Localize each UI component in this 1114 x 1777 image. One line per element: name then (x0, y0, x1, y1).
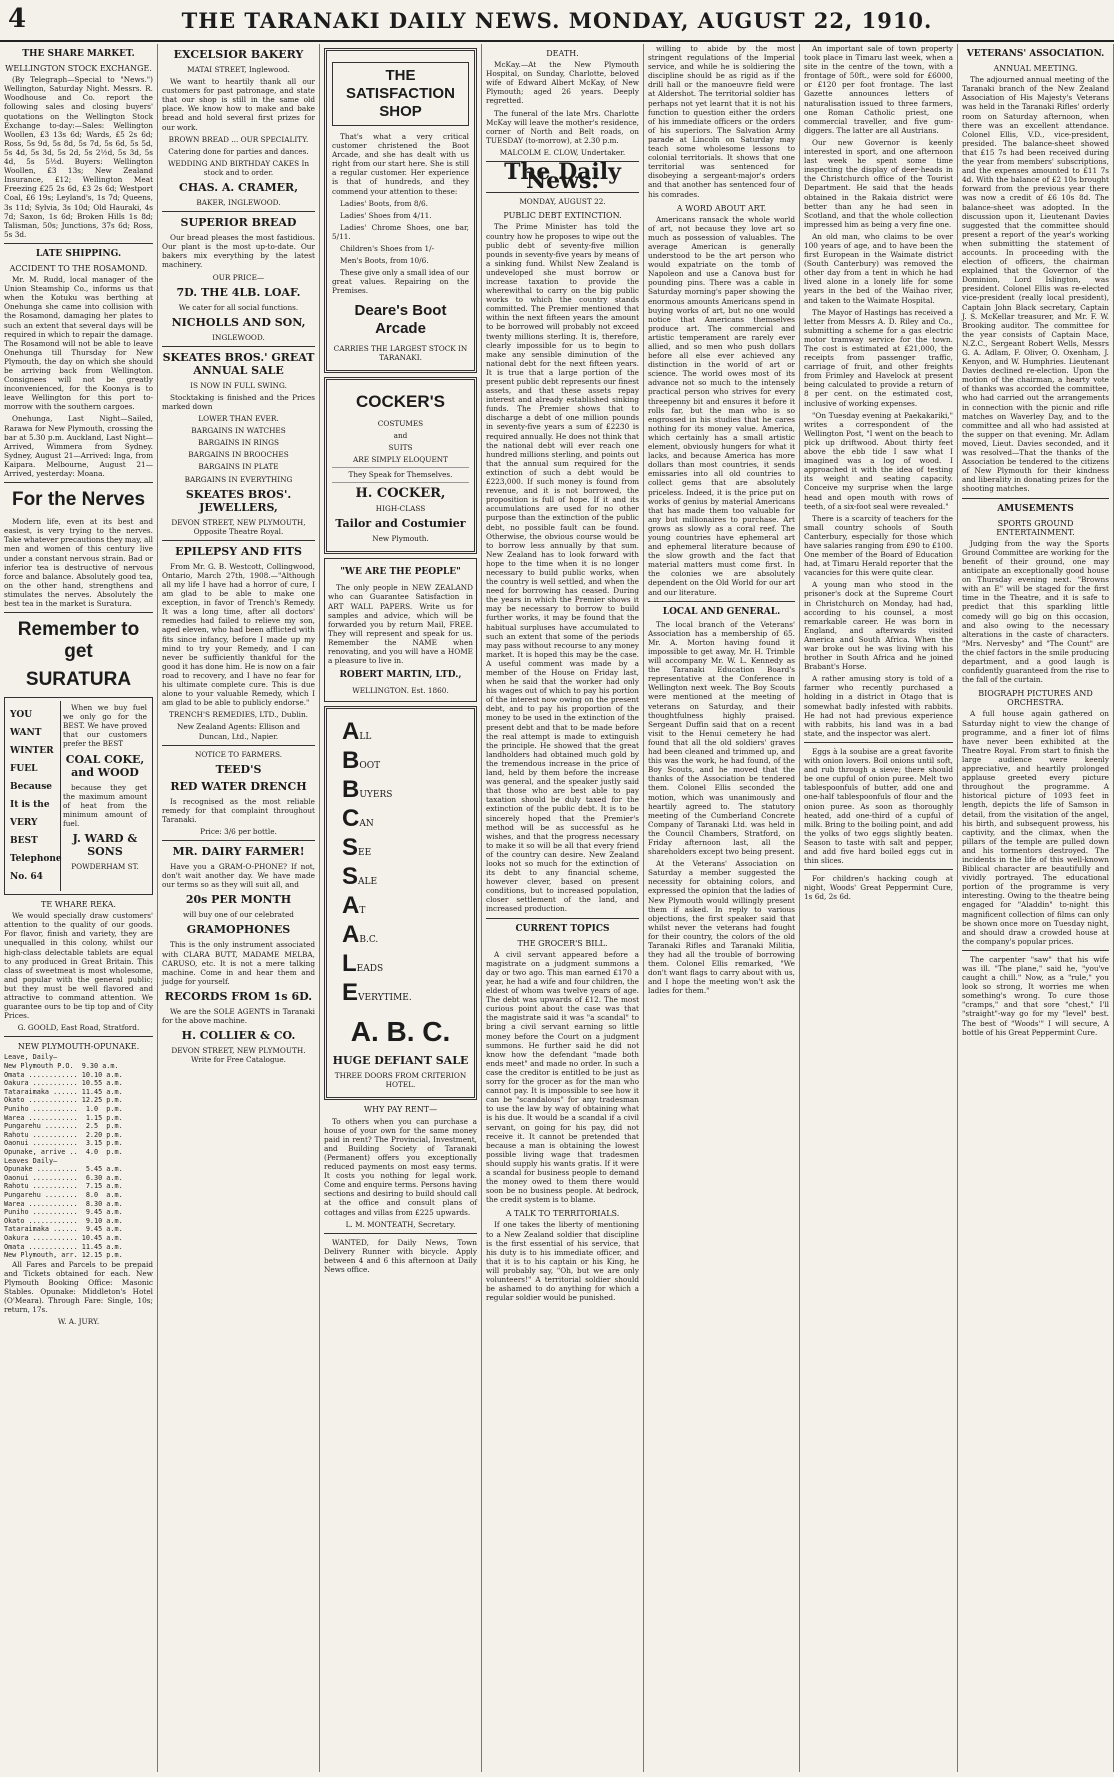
cocker-line: SUITS (388, 442, 413, 452)
dairy-price: 20s PER MONTH (185, 893, 292, 907)
brown-bread: BROWN BREAD ... OUR SPECIALITY. (168, 134, 309, 144)
territorial-text: willing to abide by the most stringent regulations of the Imperial service, and while he is soldiering the discipline should be as rigid as if the drill hall or the manoeuvre field were at Aldershot. The territorial soldier has perhaps not yet learnt that it is not his function to question either the orders of his immediate officers or the orders of his superiors. The Salvation Army parade at Lincoln on Saturday may teach some wholesome lessons to colonial territorials. It shows that one territorial was sentenced for disobeying a sergeant-major's orders and that another has sentenced four of his comrades. (648, 44, 795, 199)
skeates-lower: LOWER THAN EVER. (198, 414, 279, 424)
abc-line: ALL (342, 718, 372, 746)
ward-word: Telephone (10, 854, 62, 865)
collier-name: H. COLLIER & CO. (181, 1029, 296, 1043)
nicholls-sub: INGLEWOOD. (212, 332, 265, 342)
cocker-sub: HIGH-CLASS (375, 504, 426, 514)
divider (162, 540, 315, 541)
epilepsy-agents: New Zealand Agents: Ellison and Duncan, Ltd., Napier. (177, 722, 300, 741)
talk-text: If one takes the liberty of mentioning to a New Zealand soldier that discipline is the first essential of his service, that his duty is to his immediate officer, and that it is to his captain or his King, he will probably say, "Oh, but we are only volunteers!" A territorial soldier should be ashamed to do anything for which a regular soldier would be punished. (486, 1220, 639, 1303)
ward-address: POWDERHAM ST. (71, 862, 139, 871)
ward-text: When we buy fuel we only go for the BEST. We have proved that our customers prefer the BEST (63, 703, 147, 749)
bargain-line: BARGAINS IN PLATE (198, 462, 279, 472)
abc-big: A. B. C. (350, 1016, 451, 1048)
divider (324, 1233, 477, 1234)
ward-word: WINTER (10, 746, 54, 757)
bargain-line: BARGAINS IN RINGS (198, 438, 279, 448)
boot-price: Children's Shoes from 1/- (340, 244, 435, 254)
divider (804, 742, 953, 743)
sports-text: Judging from the way the Sports Ground Committee are working for the benefit of their ground, one may anticipate an exceptionally good house on Thursday evening next. "Browns with an E" will be staged for the first time in the Theatre, and it is safe to predict that this sparkling little comedy will go big on this occasion, and also owing to the necessary alterations in the caste of characters. "Mrs. Nervesby" and "The Count" are the chief factors in the smile producing department, and a good laugh is confidently guaranteed from the rise to the fall of the curtain. (962, 538, 1109, 685)
shipping-subheading: ACCIDENT TO THE ROSAMOND. (9, 263, 148, 273)
divider (332, 482, 469, 483)
amusements-heading: AMUSEMENTS (997, 503, 1074, 514)
skeates-heading: SKEATES BROS.' GREAT ANNUAL SALE (162, 350, 315, 377)
bargain-line: BARGAINS IN WATCHES (191, 426, 286, 436)
epilepsy-text: From Mr. G. B. Westcott, Collingwood, Ontario, March 27th, 1908.—"Although all my life I have had a horror of cure, I am glad to be able to make one exception, in favor of Trench's Remedy. It was a long time, after all doctors' remedies had failed to relieve my son, aged eleven, who had been afflicted with fits since infancy, before I made up my mind to try your Remedy, and I can never be sufficiently thankful for the good it has done him. He is now on a fair road to recovery, and I have no fear for his ultimate complete cure. This is due alone to your valuable Remedy, which I am glad to be able to publicly endorse." (162, 561, 315, 708)
carpenter-verse: The carpenter "saw" that his wife was ill. "The plane," said he, "you've caught a chill." Now, as a "rule," you look so strong, It worries me when something's wrong. To cure those "cramps," and that sore "chest," I'll "straight"-way go for my "level" best. The best of "Woods'" I will secure, A bottle of his Great Peppermint Cure. (962, 954, 1109, 1037)
martin-sub: WELLINGTON. Est. 1860. (352, 686, 449, 696)
death-heading: DEATH. (546, 49, 579, 58)
dairy-text: Have you a GRAM-O-PHONE? If not, don't wait another day. We have made our terms so as they will suit all, and (162, 862, 315, 890)
ward-coal: COAL COKE, and WOOD (65, 752, 145, 779)
cocker-address: New Plymouth. (372, 534, 429, 544)
boot-price: Ladies' Shoes from 4/11. (340, 210, 432, 220)
rent-sign: L. M. MONTEATH, Secretary. (345, 1219, 456, 1229)
nicholls-name: NICHOLLS AND SON, (171, 315, 306, 329)
veterans-text: The adjourned annual meeting of the Taranaki branch of the New Zealand Association of His Majesty's Veterans was held in the Taranaki Rifles' orderly room on Saturday afternoon, when there was an excellent attendance. Colonel Ellis, V.D., vice-president, presided. The balance-sheet showed that £15 7s had been received during the year from members' subscriptions, and the expenses amounted to £11 7s 4d. With the balance of £2 10s brought forward from the previous year there was now a credit of £6 10s 8d. The balance-sheet was adopted. In the discussion upon it, Lieutenant Davies suggested that the committee should present a report of the year's working when submitting the statement of accounts. In proceeding with the election of officers, the chairman explained that the Governor of the Dominion, Lord Islington, was president. Colonel Ellis was re-elected vice-president (really local president), Captain John Black secretary, Captain J. S. McKellar treasurer, and Mr. F. W. Brooking auditor. The committee for the year consists of Captain Mace, N.Z.C., Sergeant Robert Wells, Messrs G. A. Adlam, F. Oliver, O. Oxenham, J. Kenyon, and W. Humphries. Lieutenant Davies declined re-election. Upon the motion of the chairman, a hearty vote of thanks was accorded the committee, who had carried out the arrangements in connection with the picnic and rifle matches on Waverley Day, and to the committee and all who had assisted at the supper on that evening. Mr. Adlam moved, Lieut. Davies seconded, and it was resolved—That the thanks of the Association be tendered to the citizens of New Plymouth for their kindness and liberality in donating prizes for the shooting matches. (962, 75, 1109, 494)
cocker-heading: COCKER'S (355, 391, 446, 411)
gramophones-heading: GRAMOPHONES (186, 923, 291, 937)
suratura-brand: SURATURA (25, 669, 132, 691)
local-text: The local branch of the Veterans' Association has a membership of 65. Mr. A. Morton having found it impossible to get away, Mr. H. Trimble will accompany Mr. W. L. Kennedy as the Taranaki Education Board's representative at the Conference in Wellington next week. The Boy Scouts were mentioned at the meeting of veterans on Saturday, and their thoughtfulness highly praised. Sergeant Duffin said that on a recent visit to the Henui cemetery he had found that all the old soldiers' graves had been cleaned and trimmed up, and this was the work, he had found, of the Boy Scouts, and he moved that the thanks of the Association be tendered them. Colonel Ellis seconded the motion, which was unanimously and heartily agreed to. The statutory meeting of the Cumberland Concrete Company of Taranaki Ltd. was held in the Council Chambers, Stratford, on Friday afternoon last, all the shareholders except two being present. (648, 619, 795, 857)
satisfaction-heading: THE SATISFACTION SHOP (332, 62, 469, 126)
abc-line: SALE (342, 863, 378, 891)
epilepsy-heading: EPILEPSY AND FITS (175, 544, 302, 558)
share-market-heading: THE SHARE MARKET. (22, 49, 135, 59)
veterans-colors-text: At the Veterans' Association on Saturday a member suggested the necessity for obtaining colors, and expressed the opinion that the ladies of New Plymouth would willingly present them if asked. In reply to various objections, the first speaker said that whilst never the veterans had fought for their country, the colors of the old Taranaki Rifles and Taranaki Militia, they had all the trouble of borrowing them. Colonel Ellis remarked, "We don't want flags to carry about with us, and I hope the meeting won't ask the ladies for them." (648, 859, 795, 996)
cocker-line: They Speak for Themselves. (348, 470, 453, 480)
abc-line: AT (342, 892, 366, 920)
divider (962, 498, 1109, 499)
rewa-heading: TE WHARE REKA. (41, 900, 116, 910)
abc-address: THREE DOORS FROM CRITERION HOTEL. (334, 1071, 467, 1090)
rewa-text: We would specially draw customers' attention to the quality of our goods. For flavor, finish and variety, they are unequalled in this colony, whilst our high-class delectable tablets are equal to any produced in Great Britain. This class of sweetmeat is most wholesome, and popular with the general public; but they must be well flavored and attractive to command attention. We guarantee ours to be tip top and of City Prices. (4, 911, 153, 1021)
divider (962, 950, 1109, 951)
abc-line: SEE (342, 834, 372, 862)
martin-name: ROBERT MARTIN, LTD., (339, 670, 462, 681)
cocker-line: COSTUMES (377, 418, 424, 428)
current-topics-heading: CURRENT TOPICS (515, 923, 610, 934)
shipping-heading: LATE SHIPPING. (35, 248, 122, 259)
cocker-name: H. COCKER, (355, 486, 446, 502)
news-paragraph: An old man, who claims to be over 100 years of age, and to have been the first European in the Waimate district (South Canterbury) was removed the other day from a tent in which he had lived alone in a lonely life for some years in the bed of the Waihao river, and taken to the Waimate Hospital. (804, 231, 953, 305)
people-text: The only people in NEW ZEALAND who can Guarantee Satisfaction in ART WALL PAPERS. Write us for samples and advice, which will be forwarded you by return Mail, FREE. They will represent and speak for us. Remember the NAME when renovating, and you will have a HOME a pleasure to live in. (328, 583, 473, 666)
records-price: RECORDS FROM 1s 6D. (164, 989, 313, 1003)
epilepsy-sign: TRENCH'S REMEDIES, LTD., Dublin. (169, 710, 308, 720)
biograph-text: A full house again gathered on Saturday night to view the change of programme, and a finer lot of films have never been exhibited at the Theatre Royal. From start to finish the large audience were keenly appreciative, and heartily prolonged applause greeted every picture throughout the programme. A historical picture of 1093 feet in length, depicts the life of Samson in detail, from the visitation of the angel, his birth, and subsequent prowess, his captivity, and the climax, when the pillars of the temple are pulled down and his tormentors destroyed. The incidents in the life of this well-known Biblical character are beautifully and vividly portrayed. The educational portion of the programme is very interesting. Owing to the theatre being engaged for "Aladdin" to-night this magnificent collection of films can only be shown once more on Tuesday night, and should draw a crowded house at the company's popular prices. (962, 709, 1109, 946)
news-paragraph: Our new Governor is keenly interested in sport, and one afternoon last week he spent some time inspecting the display of deer-heads in the Christchurch office of the Tourist Department. He said that the heads obtained in the Rakaia district were better than any he had seen in Scotland, and that the whole collection impressed him as being a very fine one. (804, 137, 953, 229)
teed-text: Is recognised as the most reliable remedy for that complaint throughout Taranaki. (162, 796, 315, 824)
news-paragraph: There is a scarcity of teachers for the small country schools of South Canterbury, especially for those which have salaries ranging from £90 to £100. One member of the Board of Education had, at Timaru Herald reporter that the vacancies for this were quite clear. (804, 513, 953, 578)
death-text: McKay.—At the New Plymouth Hospital, on Sunday, Charlotte, beloved wife of Edward Albert McKay, of New Plymouth; aged 26 years. Deeply regretted. (486, 60, 639, 106)
rewa-sign: G. GOOLD, East Road, Stratford. (17, 1023, 140, 1033)
bargain-line: BARGAINS IN EVERYTHING (184, 474, 293, 484)
cramer-sub: BAKER, INGLEWOOD. (196, 198, 281, 208)
skeates-text: Stocktaking is finished and the Prices marked down (162, 392, 315, 411)
ward-word: Because (10, 782, 52, 793)
people-heading: "WE ARE THE PEOPLE" (340, 567, 461, 578)
superior-bread: SUPERIOR BREAD (180, 216, 297, 230)
skeates-sub: IS NOW IN FULL SWING. (190, 380, 287, 390)
satisfaction-text: That's what a very critical customer christened the Boot Arcade, and she has dealt with us right from our start here. She is still a regular customer. Her experience is that of hundreds, and they commend your attention to these: (332, 132, 469, 196)
masthead (0, 0, 1114, 42)
local-general-heading: LOCAL AND GENERAL. (662, 606, 781, 617)
news-paragraph: A rather amusing story is told of a farmer who recently purchased a holding in a district in Otago that is somewhat badly infested with rabbits. He had not had previous experience with rabbits, his land was in a bad state, and the inspector was alert. (804, 674, 953, 738)
teed-sub: RED WATER DRENCH (170, 779, 307, 793)
newspaper-title: THE TARANAKI DAILY NEWS. MONDAY, AUGUST 22, 1910. (181, 8, 933, 33)
column-5 (644, 44, 800, 1772)
abc-line: LEADS (342, 950, 384, 978)
divider (4, 1036, 153, 1037)
cater-text: We cater for all social functions. (178, 302, 299, 312)
divider (162, 745, 315, 746)
divider (648, 601, 795, 602)
cocker-line: ARE SIMPLY ELOQUENT (352, 454, 449, 464)
share-market-subheading: WELLINGTON STOCK EXCHANGE. (5, 64, 152, 74)
news-paragraph: An important sale of town property took place in Timaru last week, when a site in the centre of the town, with a frontage of 50ft., were sold for £6000, or £120 per foot frontage. The last Gazette announces letters of naturalisation issued to three farmers, one Roman Catholic priest, one commercial traveller, and five gum-diggers. The latter are all Austrians. (804, 44, 953, 135)
column-1 (0, 44, 158, 1772)
divider (162, 840, 315, 841)
divider (4, 243, 153, 244)
art-text: Americans ransack the whole world of art, not because they love art so much as possession of valuables. The average American is generally understood to be the art person who would expatriate on the tomb of Napoleon and use a Canova bust for pounding pins. There was a cable in Saturday morning's paper showing the enormous amounts Americans spend in buying works of art, but no one would notice that Americans themselves produce art. The commercial and artistic temperament are rarely ever allied, and so men who push dollars before all else ever achieved any distinction in the world of art or science. The world owes most of its advance not so much to the intensely practical person who strives for every threepenny bit and ensures it before it rolls far, but the man who is so engrossed in his studies that he cares nothing for its money value. America, which certainly has a small artistic element, obviously hungers for what it lacks, and because America has more dollars than most countries, it sends emissaries into all old countries to collect gems that are absolutely priceless. Indeed, it is the price put on works of genius by material Americans that has made them too valuable for any but millionaires to purchase. Art grows as slowly as a coral reef. The young countries have ephemeral art and ephemeral literature because of the slow growth and the fact that material matters must come first. In the colonies we are absolutely dependent on the Old World for our art and our literature. (648, 214, 795, 597)
page-number: 4 (8, 4, 27, 34)
abc-line: AB.C. (342, 921, 379, 949)
biograph-heading: BIOGRAPH PICTURES AND ORCHESTRA. (978, 689, 1093, 708)
column-6 (800, 44, 958, 1772)
ward-word: BEST (10, 836, 38, 847)
collier-address: DEVON STREET, NEW PLYMOUTH. Write for Free Catalogue. (171, 1046, 306, 1065)
divider (486, 918, 639, 919)
wedding-cakes: WEDDING AND BIRTHDAY CAKES In stock and to order. (167, 158, 310, 177)
remember-heading: Remember to get (17, 619, 140, 663)
newspaper-nameplate: The Daily News. (504, 159, 621, 195)
column-2 (158, 44, 320, 1772)
skeates-sign: SKEATES BROS'. JEWELLERS, (185, 487, 292, 514)
train-heading: NEW PLYMOUTH-OPUNAKE. (17, 1042, 140, 1052)
nerves-text: Modern life, even at its best and easiest, is very trying to the nerves. Take whatever precautions they may, all men and women of this century live under a constant nervous strain. Bad or inferior tea is destructive of nervous force and balance. Absolutely good tea, on the other hand, strengthens and stimulates the nerves. Absolutely the best tea in the market is Suratura. (4, 517, 154, 608)
debt-heading: PUBLIC DEBT EXTINCTION. (503, 211, 622, 221)
loaf-price: 7D. THE 4LB. LOAF. (176, 285, 301, 299)
bakery-address: MATAI STREET, Inglewood. (187, 65, 290, 74)
ward-advert (4, 697, 153, 895)
grocer-heading: THE GROCER'S BILL. (517, 938, 608, 948)
farmers-notice: NOTICE TO FARMERS. (194, 749, 283, 759)
cough-advert: For children's hacking cough at night, Woods' Great Peppermint Cure, 1s 6d, 2s 6d. (804, 874, 953, 902)
sole-agents: We are the SOLE AGENTS in Taranaki for the above machine. (162, 1006, 315, 1025)
abc-line: CAN (342, 805, 374, 833)
train-sign: W. A. JURY. (57, 1317, 100, 1327)
abc-acrostic (342, 720, 469, 1010)
boot-price: Men's Boots, from 10/6. (340, 256, 429, 266)
bakery-text: We want to heartily thank all our customers for past patronage, and state that our shop is still in the same old place. We know how to make and bake bread and hold several first prizes for our work. (162, 77, 315, 132)
bargain-line: BARGAINS IN BROOCHES (188, 450, 289, 460)
catering: Catering done for parties and dances. (168, 146, 309, 156)
funeral-text: The funeral of the late Mrs. Charlotte McKay will leave the mother's residence, corner of North and Belt roads, on TUESDAY (to-morrow), at 2.30 p.m. (486, 108, 639, 145)
share-market-text: (By Telegraph—Special to "News.") Wellington, Saturday Night. Messrs. R. Woodhouse and Co. report the following sales and closing buyers' quotations on the Wellington Stock Exchange to-day:—Sales: Wellington Woollen, £3 13s 6d; Wards, £5 2s 6d; Ross, 5s 9d, 5s 8d, 5s 7d, 5s 6d, 5s 5d, 5s 4d, 5s 3d, 5s 2d, 5s 2½d, 5s 3d, 5s 4d, 5s 5½d. Buyers: Wellington Woollen, £3 13s; New Zealand Insurance, £12; Wellington Meat Freezing £25 2s 6d, £3 2s 6d; Westport Coal, £6 19s; Leyland's, 1s 7d; Queens, 3s 11d; Sylvia, 3s 10d; Old Hauraki, 4s 7d; Saxon, 1s 6d; Broken Hills 1s 8d; Talisman, 50s; Junctions, 37s 6d; Ross, 5s 3d. (4, 75, 153, 239)
martin-advert (324, 558, 477, 702)
column-3 (320, 44, 482, 1772)
superior-text: Our bread pleases the most fastidious. Our plant is the most up-to-date. Our bakers mix everything by the latest machinery. (162, 233, 315, 270)
price-label: OUR PRICE— (212, 272, 265, 282)
wanted-notice: WANTED, for Daily News, Town Delivery Runner with bicycle. Apply between 4 and 6 this afternoon at Daily News office. (324, 1237, 477, 1274)
dairy-heading: MR. DAIRY FARMER! (172, 845, 305, 859)
recipe-paragraph: Eggs à la soubise are a great favorite with onion lovers. Boil onions until soft, and rub through a sieve; there should be one cupful of onion puree. Melt two tablespoonfuls of butter, add one and one-half tablespoonfuls of flour and the onion puree. As soon as thoroughly heated, add one-third of a cupful of milk. Bring to the boiling point, and add the yolks of two eggs slightly beaten. Season to taste with salt and pepper, and add five hard boiled eggs cut in thin slices. (804, 746, 953, 866)
satisfaction-shop-advert (324, 48, 477, 373)
news-paragraph: A young man who stood in the prisoner's dock at the Supreme Court in Christchurch on Monday, had had, according to his counsel, a most remarkable career. He was born in England, and afterwards visited America and South Africa. When the war broke out he was living with his brother in South Africa and he joined Brabant's Horse. (804, 580, 953, 672)
ward-word: YOU (10, 710, 33, 721)
satisfaction-text-2: These give only a small idea of our great values. Repairing on the Premises. (332, 268, 469, 296)
timetable: Leave, Daily— New Plymouth P.O. 9.30 a.m. Omata ............ 10.10 a.m. Oakura ........... 10.55 a.m. Tataraimaka ...... 11.45 a.m. Okato ............ 12.25 p.m. Puniho ........... 1.0 p.m. Warea ............ 1.15 p.m. Pungarehu ........ 2.5 p.m. Rahotu ........... 2.20 p.m. Oaonui ........... 3.15 p.m. Opunake, arrive .. 4.0 p.m. Leaves Daily— Opunake .......... 5.45 a.m. Oaonui ........... 6.30 a.m. Rahotu ........... 7.15 a.m. Pungarehu ........ 8.0 a.m. Warea ............ 8.30 a.m. Puniho ........... 9.45 a.m. Okato ............ 9.10 a.m. Tataraimaka ...... 9.45 a.m. Oakura ........... 10.45 a.m. Omata ............ 11.45 a.m. New Plymouth, arr. 12.15 p.m. (4, 1053, 123, 1260)
dairy-text-2: will buy one of our celebrated (183, 910, 294, 920)
divider (162, 346, 315, 347)
divider (4, 482, 153, 483)
ward-name: J. WARD & SONS (72, 832, 138, 858)
art-heading: A WORD ABOUT ART. (676, 203, 767, 213)
teed-price: Price: 3/6 per bottle. (200, 826, 277, 836)
ward-word: It is the (10, 800, 50, 811)
abc-advert (324, 706, 477, 1100)
train-footer: All Fares and Parcels to be prepaid and Tickets obtained for each. New Plymouth Booking Office: Masonic Stables. Opunake: Middleton's Hotel (O'Meara). Through Fare: Single, 10s; return, 17s. (4, 1259, 153, 1315)
column-7 (958, 44, 1114, 1772)
rent-heading: WHY PAY RENT— (363, 1105, 438, 1115)
cocker-advert (324, 377, 477, 555)
teed-heading: TEED'S (215, 762, 262, 776)
ward-word: VERY (10, 818, 38, 829)
ward-word: FUEL (10, 764, 38, 775)
column-4 (482, 44, 644, 1772)
grocer-text: A civil servant appeared before a magistrate on a judgment summons a day or two ago. This man earned £170 a year, he had a wife and four children, the eldest of whom was twelve years of age. The debt was upwards of £12. The most curious point about the case was that the magistrate said it was "a scandal" to bring a civil servant earning so little money before the Court on a judgment summons. He further said he did not know how the defendant "made both ends meet" and made no order. In such a case the creditor is entitled to be just as sorry for the grocer as for the man who cannot pay. It is impossible to see how it can be "scandalous" for any tradesman to use the law by way of obtaining what is his due. It would be a scandal if a civil servant, on going for his pay, did not receive it. It cannot be pretended that because a man is obtaining the lowest possible living wage that tradesmen should supply his wants gratis. If it were a scandal for business people to demand the money owed to them there would soon be no business people. At bedrock, the credit system is to blame. (486, 949, 639, 1205)
abc-line: BOOT (342, 747, 381, 775)
bakery-heading: EXCELSIOR BAKERY (173, 48, 304, 61)
cramer-name: CHAS. A. CRAMER, (178, 181, 299, 195)
ward-text-2: because they get the maximum amount of heat from the minimum amount of fuel. (63, 782, 147, 828)
veterans-subheading: ANNUAL MEETING. (993, 64, 1078, 74)
skeates-address: DEVON STREET, NEW PLYMOUTH, Opposite Theatre Royal. (171, 517, 306, 536)
shipping-text: Mr. M. Rudd, local manager of the Union Steamship Co., informs us that when the Kotuku was berthing at Onehunga she came into collision with the Rosamond, damaging her plates to such an extent that several days will be required in which to repair the damage. The Rosamond will not be able to leave Onehunga till Thursday for New Plymouth, the day on which she should be arriving back from Wellington. Consignees will not be greatly inconvenienced, for the Koonya is to leave Wellington for this port to-morrow with the southern cargoes. (4, 275, 153, 412)
abc-line: EVERYTIME. (342, 979, 412, 1007)
talk-heading: A TALK TO TERRITORIALS. (505, 1209, 620, 1219)
ward-word: WANT (10, 728, 42, 739)
funeral-sign: MALCOLM E. CLOW, Undertaker. (499, 147, 626, 157)
debt-text: The Prime Minister has told the country how he proposes to wipe out the public debt of seventy-five million pounds in seventy-five years by means of a sinking fund. Whilst New Zealand is undeveloped she must borrow or increase taxation to provide the wherewithal to carry on the big public works to which the country stands committed. The Premier mentioned that within the next fifteen years the amount to be borrowed will probably not exceed twenty millions sterling. It is, therefore, clearly impossible for us to begin to make any sensible diminution of the national debt for the next fifteen years. It is true that a large portion of the present public debt represents our finest assets, and that these assets repay interest and already established sinking funds. The Premier shows that to discharge a debt of one million pounds in seventy-five years a sum of £2230 is required annually. He does not think that the national debt will ever reach one hundred millions sterling, and points out that the annual sum required for the extinction of such a debt would be £223,000. If such money is found from revenue, and it is not borrowed, the proposition is full of hope. If it and its accumulations are used for no other purpose than the extinction of the public debt, no possible fault can be found. Otherwise, the obvious course would be to borrow less annually by that sum. New Zealand has to look forward with hope to the time when it is no longer necessary to build public works, when the country is well settled, and when the need for borrowing has ceased. During the years in which the Premier shows it may be necessary to borrow to build further works, it may be found that the habitual surpluses have accumulated to such an extent that some of the periods may pass without recourse to any money market. It is hoped this may be the case. A useful comment was made by a member of the House on Friday last, when he said that the worker had only his wages out of which to pay his portion of the interest now owing on the present debt, and to pay his proportion of the money to be used in the extinction of the present debt and that to be made before the real attempt is made to extinguish the principle. He showed that the great landholders had obtained much gold by the tremendous increase in the price of land, held by them before the increase was general, and the speaker justly said that those who are best able to pay taxation should be duly taxed for the extinction of the public debt. It is to be sincerely hoped that the Premier's method will be as successful as he wishes, and that the progress necessary to make it so will be all that every friend of the country can desire. New Zealand looks not so much for the extinction of its debt to any financial scheme, however clever, based on present conditions, but to increased population, closer settlement of the land, and increased production. (486, 222, 639, 914)
deare-sub: CARRIES THE LARGEST STOCK IN TARANAKI. (333, 343, 468, 362)
news-paragraph: The Mayor of Hastings has received a letter from Messrs A. D. Riley and Co., submitting a scheme for a gas electric motor tramway service for the town. The cost is estimated at £21,000, the receipts from passenger traffic, carriage of fruit, and other freights from Frimley and Havelock at present being calculated to provide a return of 8 per cent. on the estimated cost, inclusive of working expenses. (804, 307, 953, 408)
cocker-trade: Tailor and Costumier (335, 517, 466, 531)
abc-line: BUYERS (342, 776, 393, 804)
news-paragraph: "On Tuesday evening at Paekakariki," writes a correspondent of the Wellington Post, "I went on the beach to pick up driftwood. About thirty feet above the ebb tide I saw what I imagined was a log of wood. I approached it with the idea of testing its weight and seating capacity. Conceive my surprise when the large head and open mouth with rows of teeth, of a six-foot seal were revealed." (804, 410, 953, 511)
cocker-line: and (393, 430, 408, 440)
rent-text: To others when you can purchase a house of your own for the same money paid in rent? The Provincial, Investment, and Building Society of Taranaki (Permanent) offers you exceptionally reduced payments on most easy terms. It costs you nothing for legal work. Come and enquire terms. Persons having sections and desiring to build should call at the office and consult plans of cottages and villas from £225 upwards. (324, 1116, 477, 1217)
deare-heading: Deare's Boot Arcade (354, 301, 447, 337)
divider (332, 467, 469, 468)
divider (804, 869, 953, 870)
abc-sale: HUGE DEFIANT SALE (332, 1054, 469, 1068)
ward-word: No. 64 (10, 872, 43, 883)
issue-date: MONDAY, AUGUST 22. (519, 197, 606, 207)
boot-price: Ladies' Chrome Shoes, one bar, 5/11. (332, 222, 469, 241)
divider (4, 612, 153, 613)
sports-heading: SPORTS GROUND ENTERTAINMENT. (996, 518, 1075, 537)
boot-price: Ladies' Boots, from 8/6. (340, 198, 428, 208)
shipping-list: Onehunga, Last Night—Sailed, Rarawa for New Plymouth, crossing the bar at 5.30 p.m. Auckland, Last Night—Arrived, Wimmera from Sydney. Sydney, August 21—Arrived: Inga, from Kaipara. Melbourne, August 21—Arrived, yesterday: Moana. (4, 414, 153, 479)
nerves-heading: For the Nerves (11, 489, 146, 511)
gramophone-text: This is the only instrument associated with CLARA BUTT, MADAME MELBA, CARUSO, etc. It is not a mere talking machine. Come in and hear them and judge for yourself. (162, 940, 315, 986)
veterans-heading: VETERANS' ASSOCIATION. (966, 49, 1105, 59)
divider (162, 211, 315, 212)
